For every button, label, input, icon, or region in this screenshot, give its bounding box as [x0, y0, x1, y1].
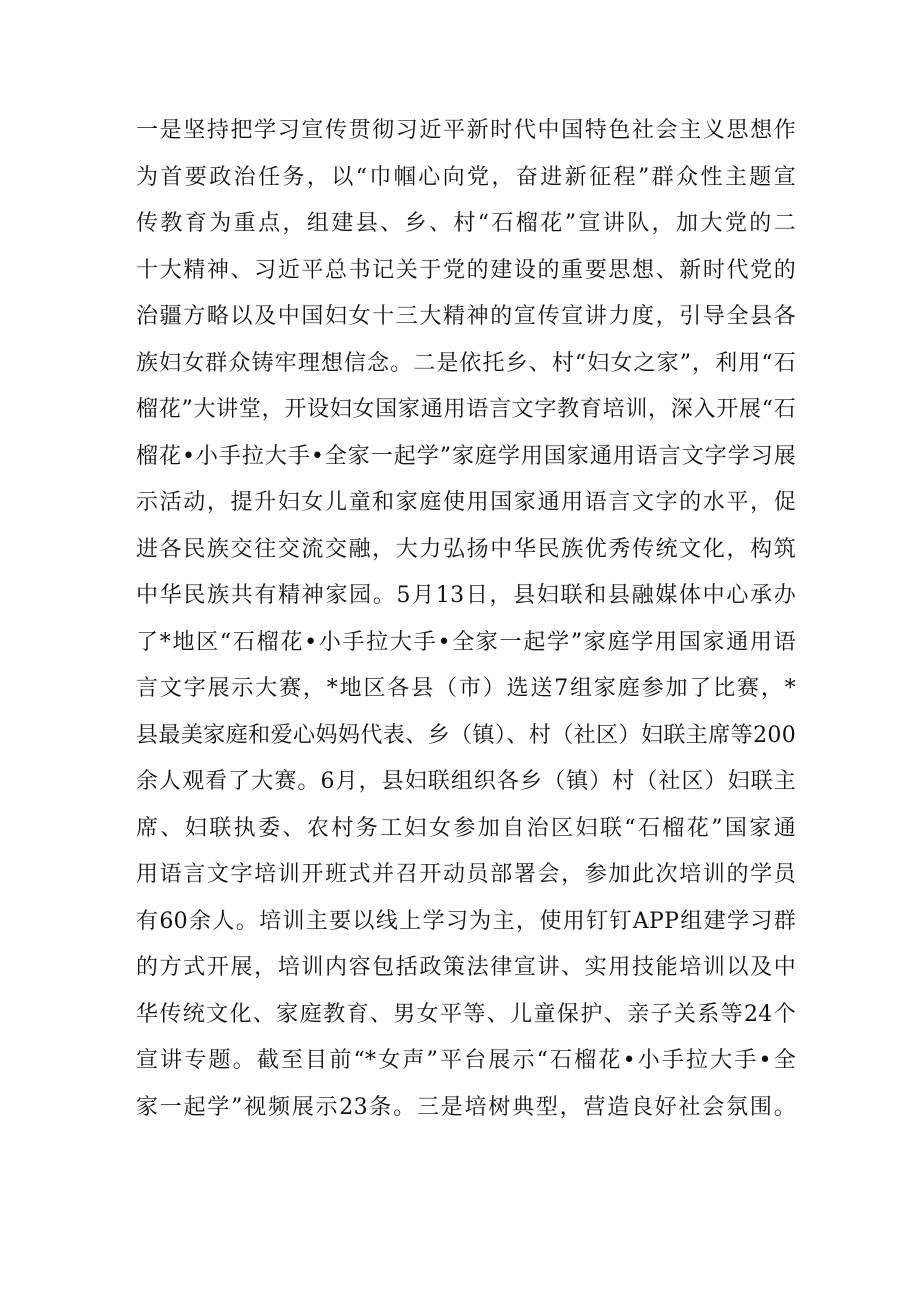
- text-line: 示活动，提升妇女儿童和家庭使用国家通用语言文字的水平，促: [136, 490, 796, 515]
- text-line: 县最美家庭和爱心妈妈代表、乡（镇）、村（社区）妇联主席等200: [136, 722, 796, 748]
- text-line: 余人观看了大赛。6月，县妇联组织各乡（镇）村（社区）妇联主: [136, 769, 796, 794]
- text-line: 华传统文化、家庭教育、男女平等、儿童保护、亲子关系等24个: [136, 1001, 796, 1027]
- text-line: 一是坚持把学习宣传贯彻习近平新时代中国特色社会主义思想作: [136, 118, 796, 143]
- text-line: 宣讲专题。截至目前“*女声”平台展示“石榴花•小手拉大手•全: [136, 1048, 796, 1073]
- text-line: 榴花•小手拉大手•全家一起学”家庭学用国家通用语言文字学习展: [136, 443, 796, 469]
- text-line: 治疆方略以及中国妇女十三大精神的宣传宣讲力度，引导全县各: [136, 304, 796, 329]
- text-line: 为首要政治任务，以“巾帼心向党，奋进新征程”群众性主题宣: [136, 164, 796, 190]
- text-line: 言文字展示大赛，*地区各县（市）选送7组家庭参加了比赛，*: [136, 676, 796, 701]
- body-paragraph: [136, 108, 796, 1131]
- text-line: 用语言文字培训开班式并召开动员部署会，参加此次培训的学员: [136, 862, 796, 887]
- text-line: 中华民族共有精神家园。5月13日，县妇联和县融媒体中心承办: [136, 583, 796, 608]
- text-line: 进各民族交往交流交融，大力弘扬中华民族优秀传统文化，构筑: [136, 536, 796, 562]
- text-line: 榴花”大讲堂，开设妇女国家通用语言文字教育培训，深入开展“石: [136, 397, 796, 422]
- text-line: 家一起学”视频展示23条。三是培树典型，营造良好社会氛围。: [136, 1094, 796, 1120]
- text-line: 席、妇联执委、农村务工妇女参加自治区妇联“石榴花”国家通: [136, 815, 796, 841]
- text-line: 了*地区“石榴花•小手拉大手•全家一起学”家庭学用国家通用语: [136, 629, 796, 655]
- text-line: 族妇女群众铸牢理想信念。二是依托乡、村“妇女之家”，利用“石: [136, 350, 796, 376]
- text-line: 传教育为重点，组建县、乡、村“石榴花”宣讲队，加大党的二: [136, 211, 796, 236]
- text-line: 有60余人。培训主要以线上学习为主，使用钉钉APP组建学习群: [136, 908, 796, 934]
- text-line: 十大精神、习近平总书记关于党的建设的重要思想、新时代党的: [136, 257, 796, 283]
- text-line: 的方式开展，培训内容包括政策法律宣讲、实用技能培训以及中: [136, 955, 796, 980]
